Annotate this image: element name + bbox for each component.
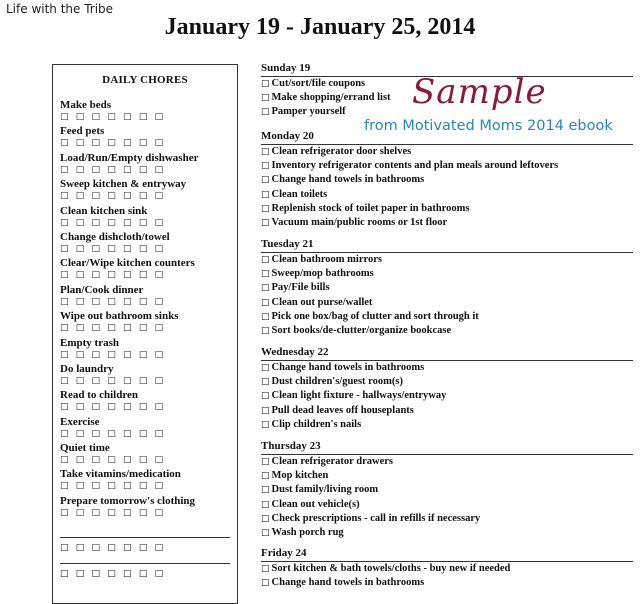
task-label: Sweep/mop bathrooms xyxy=(271,268,374,280)
task-item xyxy=(261,173,633,187)
daily-chore-item xyxy=(53,389,237,415)
page-title: January 19 - January 25, 2014 xyxy=(164,14,476,40)
task-checkbox[interactable]: □ xyxy=(261,419,270,430)
task-label: Check prescriptions - call in refills if necessary xyxy=(271,512,481,524)
task-label: Make shopping/errand list xyxy=(271,92,391,104)
task-checkbox[interactable]: □ xyxy=(261,457,270,467)
daily-chore-label: Load/Run/Empty dishwasher xyxy=(60,151,199,164)
task-item xyxy=(261,418,633,432)
daily-chore-checkboxes[interactable]: □ □ □ □ □ □ □ xyxy=(60,243,166,254)
day-section xyxy=(261,440,633,540)
daily-chore-label: Quiet time xyxy=(60,442,110,455)
daily-chore-item xyxy=(53,231,237,257)
task-label: Clean out purse/wallet xyxy=(271,296,373,308)
daily-chore-item xyxy=(53,125,237,151)
task-checkbox[interactable]: □ xyxy=(261,107,270,118)
daily-chore-checkboxes[interactable]: □ □ □ □ □ □ □ xyxy=(60,507,166,518)
task-checkbox[interactable]: □ xyxy=(261,269,270,280)
task-item xyxy=(261,375,633,389)
task-item xyxy=(261,455,633,469)
day-heading: Friday 24 xyxy=(261,547,633,562)
task-label: Clean out vehicle(s) xyxy=(271,498,360,510)
daily-chore-item xyxy=(53,257,237,283)
task-item xyxy=(261,404,633,418)
task-item xyxy=(261,562,633,576)
task-checkbox[interactable]: □ xyxy=(261,485,270,496)
daily-chore-label: Feed pets xyxy=(60,125,105,138)
daily-chore-item xyxy=(53,310,237,336)
day-heading: Wednesday 22 xyxy=(261,346,633,361)
task-checkbox[interactable]: □ xyxy=(261,161,270,172)
daily-chore-checkboxes[interactable]: □ □ □ □ □ □ □ xyxy=(60,270,166,281)
task-label: Change hand towels in bathrooms xyxy=(271,577,425,589)
task-checkbox[interactable]: □ xyxy=(261,326,270,337)
task-label: Change hand towels in bathrooms xyxy=(271,362,425,373)
task-label: Clean light fixture - hallways/entryway xyxy=(271,390,447,402)
daily-chore-label: Do laundry xyxy=(60,362,114,375)
daily-chore-checkboxes[interactable]: □ □ □ □ □ □ □ xyxy=(60,217,166,228)
task-item xyxy=(261,296,633,310)
daily-chore-label: Prepare tomorrow's clothing xyxy=(60,494,196,507)
daily-chore-label: Clear/Wipe kitchen counters xyxy=(60,257,195,270)
task-label: Pick one box/bag of clutter and sort through it xyxy=(271,310,479,322)
daily-chore-label: Take vitamins/medication xyxy=(60,468,181,481)
task-label: Sort books/de-clutter/organize bookcase xyxy=(271,325,452,337)
task-item xyxy=(261,526,633,540)
daily-chores-panel xyxy=(52,64,238,604)
task-item xyxy=(261,498,633,512)
task-item xyxy=(261,188,633,202)
task-checkbox[interactable]: □ xyxy=(261,363,270,373)
daily-chore-checkboxes[interactable]: □ □ □ □ □ □ □ xyxy=(60,375,166,386)
task-item xyxy=(261,361,633,375)
task-checkbox[interactable]: □ xyxy=(261,79,270,89)
daily-chore-item xyxy=(53,205,237,231)
daily-chore-item xyxy=(53,416,237,442)
daily-chore-label: Wipe out bathroom sinks xyxy=(60,310,179,323)
daily-chore-item xyxy=(53,337,237,363)
daily-chores-title: DAILY CHORES xyxy=(102,74,188,86)
daily-chore-label: Sweep kitchen & entryway xyxy=(60,178,187,191)
blank-chore-line xyxy=(60,563,230,564)
daily-chore-label: Empty trash xyxy=(60,336,119,349)
task-label: Dust family/living room xyxy=(271,484,379,496)
task-checkbox[interactable]: □ xyxy=(261,175,270,186)
daily-chore-label: Exercise xyxy=(60,415,100,428)
task-item xyxy=(261,202,633,216)
task-label: Sort kitchen & bath towels/cloths - buy new if needed xyxy=(271,563,511,574)
daily-chore-checkboxes[interactable]: □ □ □ □ □ □ □ xyxy=(60,112,166,122)
task-label: Mop kitchen xyxy=(271,470,329,482)
sample-source-note: from Motivated Moms 2014 ebook xyxy=(364,118,613,134)
task-checkbox[interactable]: □ xyxy=(261,255,270,265)
day-section xyxy=(261,346,633,432)
task-label: Pull dead leaves off houseplants xyxy=(271,404,414,416)
daily-chore-label: Read to children xyxy=(60,389,139,402)
task-item xyxy=(261,389,633,403)
task-item xyxy=(261,576,633,590)
task-checkbox[interactable]: □ xyxy=(261,203,270,214)
task-label: Cut/sort/file coupons xyxy=(271,78,366,89)
task-label: Change hand towels in bathrooms xyxy=(271,174,425,186)
daily-chore-checkboxes[interactable]: □ □ □ □ □ □ □ xyxy=(60,138,166,149)
task-label: Pamper yourself xyxy=(271,106,346,118)
site-watermark: Life with the Tribe xyxy=(6,2,114,16)
task-checkbox[interactable]: □ xyxy=(261,578,270,589)
task-checkbox[interactable]: □ xyxy=(261,513,270,524)
daily-chores-list xyxy=(53,99,237,521)
blank-chore-line xyxy=(60,537,230,538)
task-label: Clean refrigerator drawers xyxy=(271,456,393,467)
task-item xyxy=(261,512,633,526)
task-checkbox[interactable]: □ xyxy=(261,564,270,574)
task-item xyxy=(261,216,633,230)
task-checkbox[interactable]: □ xyxy=(261,528,270,539)
task-checkbox[interactable]: □ xyxy=(261,377,270,388)
task-checkbox[interactable]: □ xyxy=(261,218,270,229)
daily-chore-item xyxy=(53,495,237,521)
daily-chore-item xyxy=(53,363,237,389)
daily-chore-checkboxes[interactable]: □ □ □ □ □ □ □ xyxy=(60,402,166,413)
daily-chore-checkboxes[interactable]: □ □ □ □ □ □ □ xyxy=(60,323,166,334)
task-checkbox[interactable]: □ xyxy=(261,499,270,510)
task-item xyxy=(261,310,633,324)
daily-chore-checkboxes[interactable]: □ □ □ □ □ □ □ xyxy=(60,349,166,360)
daily-chore-item xyxy=(53,99,237,125)
daily-chore-item xyxy=(53,152,237,178)
task-label: Dust children's/guest room(s) xyxy=(271,376,403,388)
daily-chore-checkboxes[interactable]: □ □ □ □ □ □ □ xyxy=(60,481,166,492)
task-label: Vacuum main/public rooms or 1st floor xyxy=(271,217,448,229)
task-item xyxy=(261,145,633,159)
task-item xyxy=(261,267,633,281)
task-label: Clip children's nails xyxy=(271,418,362,430)
task-item xyxy=(261,281,633,295)
day-section xyxy=(261,130,633,230)
task-label: Clean toilets xyxy=(271,188,328,200)
daily-chore-label: Clean kitchen sink xyxy=(60,204,148,217)
task-item xyxy=(261,159,633,173)
task-item xyxy=(261,324,633,338)
day-heading: Tuesday 21 xyxy=(261,238,633,253)
task-checkbox[interactable]: □ xyxy=(261,311,270,322)
daily-chore-item xyxy=(53,442,237,468)
task-label: Inventory refrigerator contents and plan meals around leftovers xyxy=(271,160,559,172)
task-checkbox[interactable]: □ xyxy=(261,391,270,402)
task-checkbox[interactable]: □ xyxy=(261,147,270,157)
blank-chore-boxes: □ □ □ □ □ □ □ xyxy=(60,543,166,553)
daily-chore-item xyxy=(53,178,237,204)
task-checkbox[interactable]: □ xyxy=(261,93,270,104)
daily-chore-checkboxes[interactable]: □ □ □ □ □ □ □ xyxy=(60,191,166,202)
task-label: Wash porch rug xyxy=(271,527,344,539)
daily-chore-item xyxy=(53,284,237,310)
sample-stamp: Sample xyxy=(412,72,547,112)
task-label: Replenish stock of toilet paper in bathrooms xyxy=(271,202,470,214)
day-heading: Monday 20 xyxy=(261,130,633,145)
day-heading: Sunday 19 xyxy=(261,62,633,77)
task-item xyxy=(261,483,633,497)
daily-chore-label: Plan/Cook dinner xyxy=(60,283,144,296)
daily-chore-item xyxy=(53,468,237,494)
day-section xyxy=(261,238,633,338)
task-checkbox[interactable]: □ xyxy=(261,189,270,200)
task-item xyxy=(261,469,633,483)
daily-chore-checkboxes[interactable]: □ □ □ □ □ □ □ xyxy=(60,428,166,439)
daily-chore-label: Make beds xyxy=(60,99,112,111)
day-heading: Thursday 23 xyxy=(261,440,633,455)
task-checkbox[interactable]: □ xyxy=(261,283,270,294)
task-item xyxy=(261,253,633,267)
daily-chore-checkboxes[interactable]: □ □ □ □ □ □ □ xyxy=(60,455,166,466)
task-checkbox[interactable]: □ xyxy=(261,297,270,308)
daily-chore-checkboxes[interactable]: □ □ □ □ □ □ □ xyxy=(60,164,166,175)
blank-chore-boxes: □ □ □ □ □ □ □ xyxy=(60,569,166,579)
task-checkbox[interactable]: □ xyxy=(261,471,270,482)
task-label: Pay/File bills xyxy=(271,282,330,294)
day-section xyxy=(261,547,633,590)
daily-chore-label: Change dishcloth/towel xyxy=(60,230,170,243)
task-checkbox[interactable]: □ xyxy=(261,405,270,416)
daily-chore-checkboxes[interactable]: □ □ □ □ □ □ □ xyxy=(60,296,166,307)
task-label: Clean refrigerator door shelves xyxy=(271,146,412,157)
task-label: Clean bathroom mirrors xyxy=(271,254,382,265)
